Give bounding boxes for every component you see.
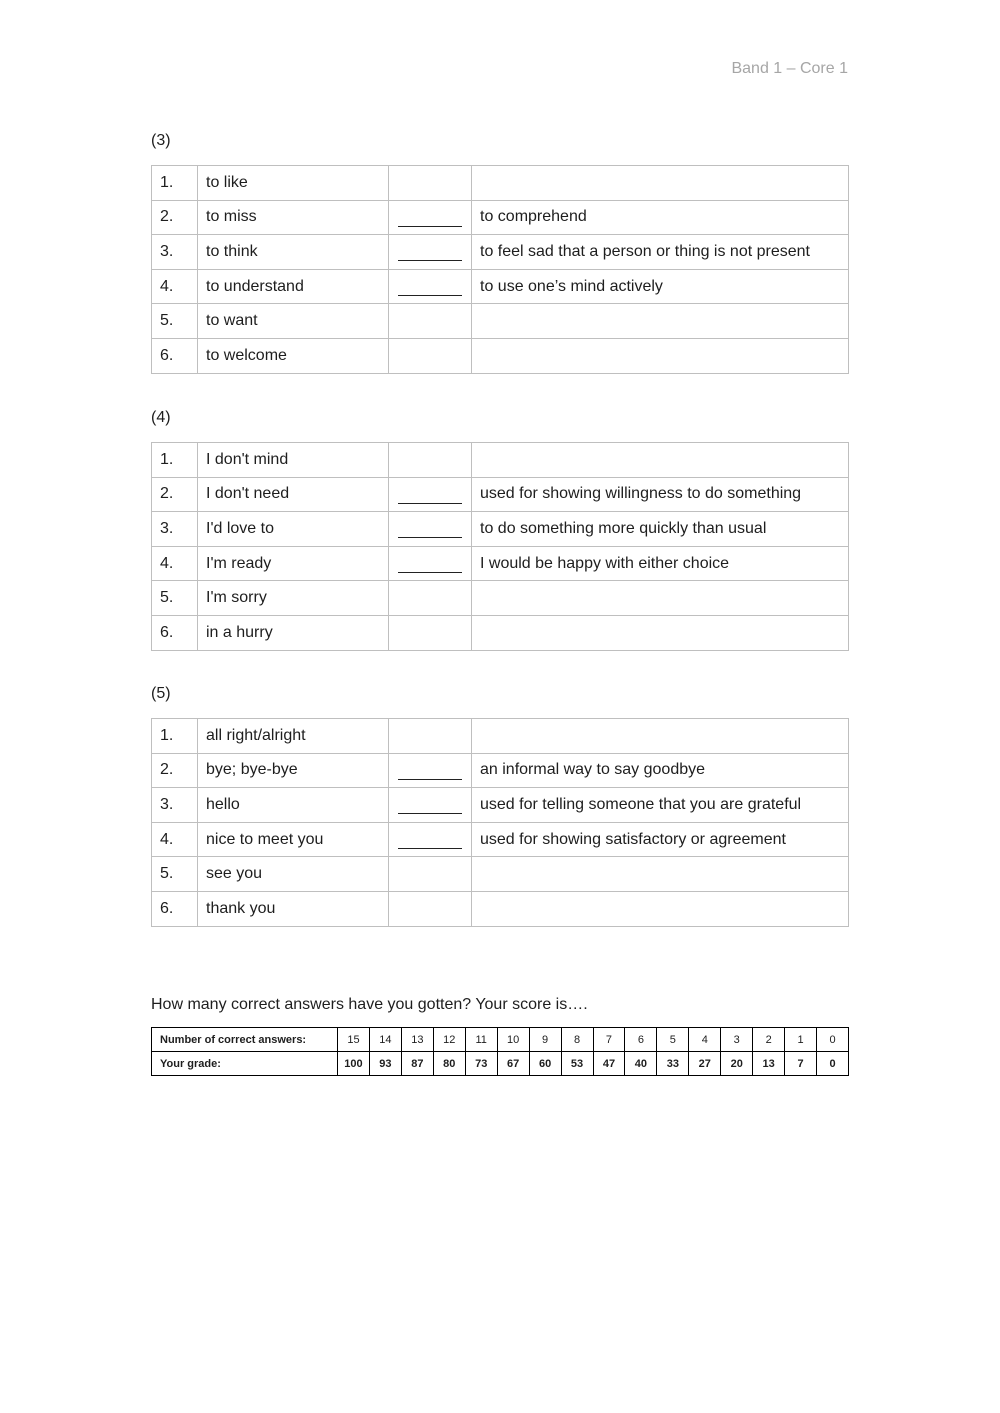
answer-blank[interactable] (398, 283, 462, 296)
correct-answers-label: Number of correct answers: (152, 1028, 338, 1052)
matching-row (152, 443, 849, 478)
matching-row (152, 304, 849, 339)
answer-cell[interactable] (389, 269, 472, 304)
score-question: How many correct answers have you gotten? Your score is…. (151, 996, 588, 1013)
item-number: 4. (152, 546, 198, 581)
item-number: 5. (152, 857, 198, 892)
item-term: thank you (198, 891, 389, 926)
grade-cell: 7 (785, 1052, 817, 1076)
correct-count-cell: 9 (529, 1028, 561, 1052)
item-definition (472, 857, 849, 892)
grade-cell: 67 (497, 1052, 529, 1076)
answer-cell (389, 166, 472, 201)
matching-row (152, 615, 849, 650)
correct-count-cell: 11 (465, 1028, 497, 1052)
matching-row (152, 891, 849, 926)
item-definition (472, 338, 849, 373)
item-number: 5. (152, 304, 198, 339)
item-term: I'd love to (198, 512, 389, 547)
item-term: I'm sorry (198, 581, 389, 616)
item-number: 3. (152, 788, 198, 823)
answer-cell[interactable] (389, 822, 472, 857)
grade-cell: 53 (561, 1052, 593, 1076)
matching-row (152, 788, 849, 823)
correct-count-cell: 7 (593, 1028, 625, 1052)
answer-cell[interactable] (389, 477, 472, 512)
answer-cell (389, 338, 472, 373)
item-number: 2. (152, 477, 198, 512)
item-number: 6. (152, 891, 198, 926)
matching-row (152, 512, 849, 547)
matching-row (152, 269, 849, 304)
answer-cell (389, 581, 472, 616)
answer-blank[interactable] (398, 767, 462, 780)
item-term: nice to meet you (198, 822, 389, 857)
item-definition: to comprehend (472, 200, 849, 235)
grade-cell: 60 (529, 1052, 561, 1076)
grade-cell: 33 (657, 1052, 689, 1076)
item-term: to like (198, 166, 389, 201)
correct-count-cell: 10 (497, 1028, 529, 1052)
item-definition: I would be happy with either choice (472, 546, 849, 581)
item-number: 1. (152, 719, 198, 754)
answer-cell (389, 891, 472, 926)
grade-cell: 73 (465, 1052, 497, 1076)
item-definition: to feel sad that a person or thing is not present (472, 235, 849, 270)
answer-cell (389, 443, 472, 478)
answer-blank[interactable] (398, 801, 462, 814)
page-header: Band 1 – Core 1 (731, 60, 848, 77)
item-term: to want (198, 304, 389, 339)
grade-cell: 47 (593, 1052, 625, 1076)
item-definition (472, 891, 849, 926)
matching-row (152, 338, 849, 373)
grade-label: Your grade: (152, 1052, 338, 1076)
item-term: I'm ready (198, 546, 389, 581)
matching-row (152, 235, 849, 270)
correct-count-cell: 6 (625, 1028, 657, 1052)
item-definition (472, 581, 849, 616)
answer-cell[interactable] (389, 512, 472, 547)
item-number: 1. (152, 166, 198, 201)
item-term: to think (198, 235, 389, 270)
item-definition: used for telling someone that you are grateful (472, 788, 849, 823)
matching-row (152, 546, 849, 581)
item-term: in a hurry (198, 615, 389, 650)
item-term: hello (198, 788, 389, 823)
item-definition: an informal way to say goodbye (472, 753, 849, 788)
correct-count-cell: 15 (338, 1028, 370, 1052)
section-3-label: (3) (151, 132, 171, 149)
matching-row (152, 753, 849, 788)
item-definition: used for showing satisfactory or agreement (472, 822, 849, 857)
item-term: I don't mind (198, 443, 389, 478)
correct-count-cell: 3 (721, 1028, 753, 1052)
item-term: to welcome (198, 338, 389, 373)
answer-blank[interactable] (398, 525, 462, 538)
answer-blank[interactable] (398, 491, 462, 504)
answer-cell (389, 719, 472, 754)
item-definition (472, 166, 849, 201)
answer-blank[interactable] (398, 214, 462, 227)
item-number: 6. (152, 615, 198, 650)
matching-row (152, 719, 849, 754)
grade-cell: 27 (689, 1052, 721, 1076)
matching-row (152, 200, 849, 235)
item-number: 3. (152, 235, 198, 270)
item-term: all right/alright (198, 719, 389, 754)
answer-blank[interactable] (398, 560, 462, 573)
grade-row (152, 1052, 849, 1076)
matching-row (152, 166, 849, 201)
answer-cell[interactable] (389, 235, 472, 270)
item-term: I don't need (198, 477, 389, 512)
answer-cell[interactable] (389, 546, 472, 581)
grade-cell: 87 (401, 1052, 433, 1076)
correct-count-cell: 14 (369, 1028, 401, 1052)
correct-count-cell: 8 (561, 1028, 593, 1052)
item-number: 4. (152, 269, 198, 304)
correct-count-cell: 4 (689, 1028, 721, 1052)
matching-table-5 (151, 718, 849, 927)
correct-count-cell: 5 (657, 1028, 689, 1052)
answer-blank[interactable] (398, 248, 462, 261)
item-number: 6. (152, 338, 198, 373)
answer-cell[interactable] (389, 200, 472, 235)
answer-cell[interactable] (389, 753, 472, 788)
item-number: 1. (152, 443, 198, 478)
section-5-label: (5) (151, 685, 171, 702)
matching-row (152, 477, 849, 512)
item-definition: used for showing willingness to do something (472, 477, 849, 512)
item-term: see you (198, 857, 389, 892)
item-number: 4. (152, 822, 198, 857)
matching-row (152, 822, 849, 857)
answer-cell[interactable] (389, 788, 472, 823)
correct-count-cell: 0 (817, 1028, 849, 1052)
matching-row (152, 857, 849, 892)
item-definition: to do something more quickly than usual (472, 512, 849, 547)
matching-table-3 (151, 165, 849, 374)
item-term: to understand (198, 269, 389, 304)
grade-cell: 80 (433, 1052, 465, 1076)
item-definition (472, 304, 849, 339)
score-table (151, 1027, 849, 1076)
answer-cell (389, 304, 472, 339)
item-definition (472, 615, 849, 650)
item-definition (472, 443, 849, 478)
grade-cell: 0 (817, 1052, 849, 1076)
item-number: 2. (152, 753, 198, 788)
grade-cell: 20 (721, 1052, 753, 1076)
grade-cell: 13 (753, 1052, 785, 1076)
grade-cell: 93 (369, 1052, 401, 1076)
answer-cell (389, 615, 472, 650)
answer-cell (389, 857, 472, 892)
item-definition (472, 719, 849, 754)
grade-cell: 40 (625, 1052, 657, 1076)
item-number: 5. (152, 581, 198, 616)
matching-table-4 (151, 442, 849, 651)
item-number: 2. (152, 200, 198, 235)
section-4-label: (4) (151, 409, 171, 426)
item-term: to miss (198, 200, 389, 235)
correct-count-cell: 1 (785, 1028, 817, 1052)
correct-count-cell: 13 (401, 1028, 433, 1052)
correct-answers-row (152, 1028, 849, 1052)
item-term: bye; bye-bye (198, 753, 389, 788)
item-definition: to use one’s mind actively (472, 269, 849, 304)
answer-blank[interactable] (398, 836, 462, 849)
correct-count-cell: 12 (433, 1028, 465, 1052)
grade-cell: 100 (338, 1052, 370, 1076)
matching-row (152, 581, 849, 616)
item-number: 3. (152, 512, 198, 547)
correct-count-cell: 2 (753, 1028, 785, 1052)
